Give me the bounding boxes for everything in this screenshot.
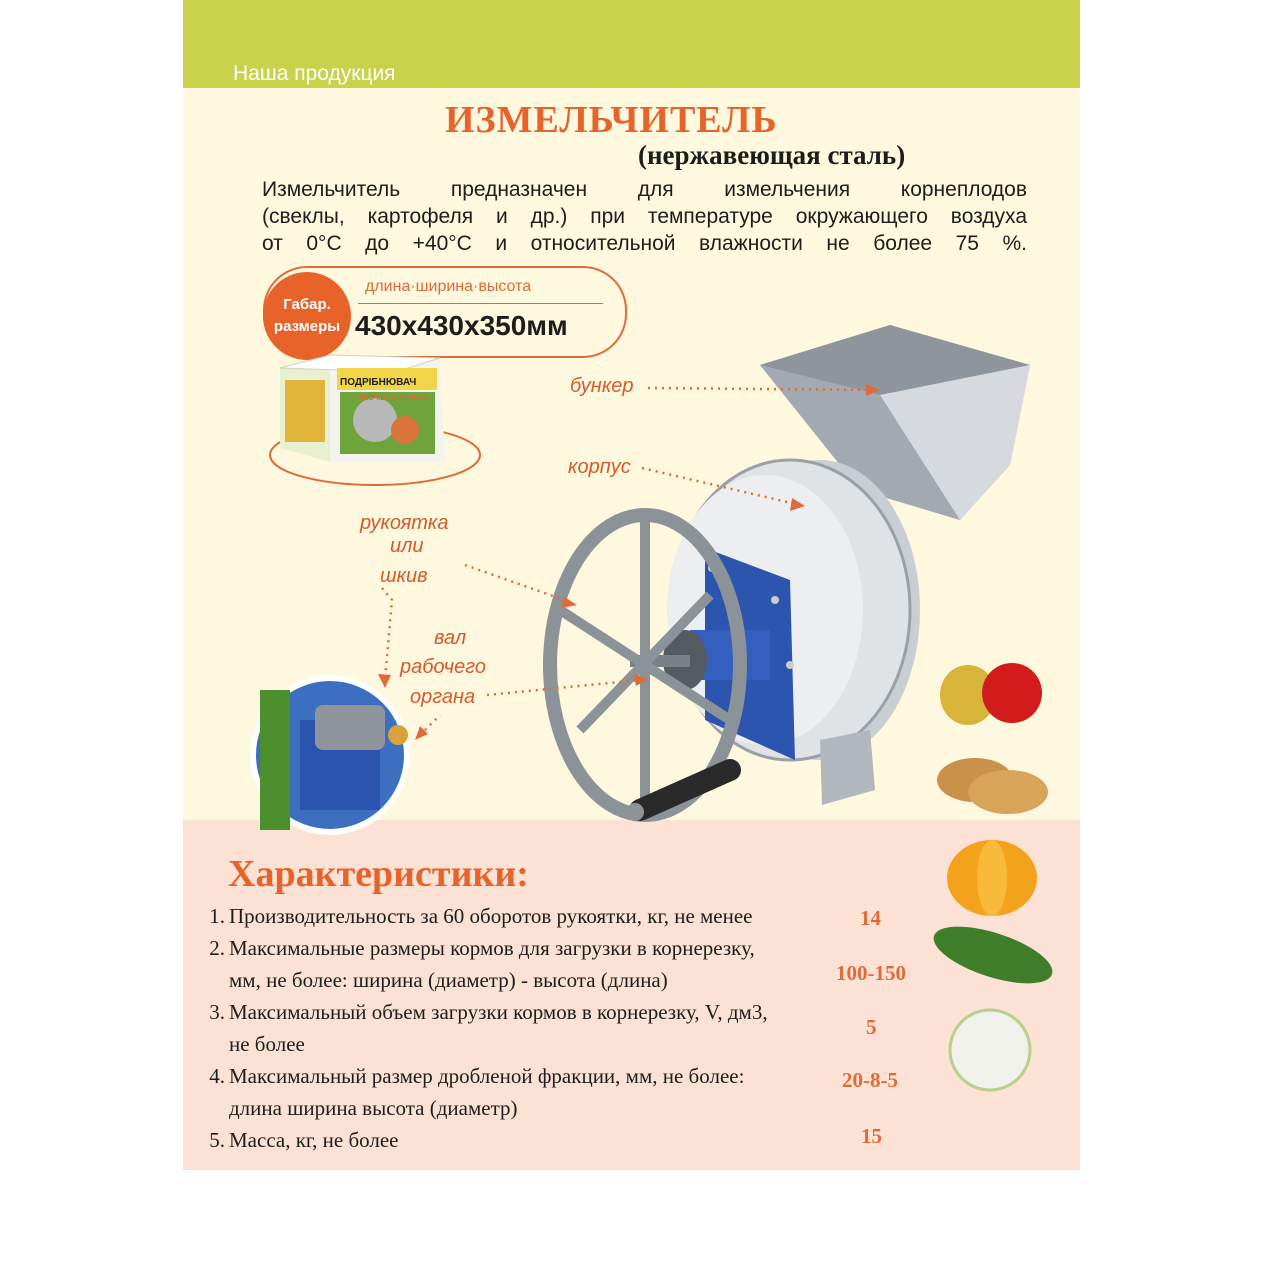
label-pulley: шкив [380, 565, 428, 587]
spec-item [203, 900, 823, 932]
label-shaft: вал [434, 627, 467, 649]
spec-number: 4. [209, 1064, 225, 1088]
dimensions-badge-line: Габар. [283, 296, 331, 313]
spec-text: не более [229, 1032, 305, 1056]
spec-value: 100-150 [836, 961, 906, 985]
dimensions-caption: длина·ширина·высота [365, 278, 532, 295]
spec-number: 1. [209, 904, 225, 928]
label-shaft-organ: органа [410, 686, 476, 708]
zucchini-icon [927, 915, 1059, 995]
package-box-image [270, 355, 480, 485]
dimensions-badge-line: размеры [273, 318, 341, 335]
spec-text: Масса, кг, не более [229, 1128, 399, 1152]
description-line: (свеклы, картофеля и др.) при температуре окружающего воздуха [262, 205, 1027, 228]
spec-item [203, 996, 823, 1060]
produce-icons [927, 663, 1059, 1090]
spec-text: Максимальные размеры кормов для загрузки в корнерезку, [229, 936, 755, 960]
spec-item [203, 1060, 823, 1124]
spec-number: 3. [209, 1000, 225, 1024]
turnip-icon [950, 1010, 1030, 1090]
package-brand-text: ПОДРІБНЮВАЧ [340, 377, 417, 388]
spec-number: 2. [209, 936, 225, 960]
label-hopper: бункер [570, 375, 634, 397]
label-handle-or: или [390, 535, 424, 557]
shredder-machine-image [550, 325, 1030, 821]
dimensions-value: 430х430х350мм [355, 310, 568, 341]
spec-text: мм, не более: ширина (диаметр) - высота (длина) [229, 968, 668, 992]
specs-title: Характеристики: [228, 853, 529, 895]
spec-value: 20-8-5 [842, 1068, 898, 1092]
spec-value: 15 [861, 1124, 882, 1148]
product-title: ИЗМЕЛЬЧИТЕЛЬ [445, 99, 778, 141]
spec-item [203, 932, 823, 996]
spec-value: 5 [866, 1015, 877, 1039]
description-line: от 0°С до +40°С и относительной влажности не более 75 %. [262, 232, 1027, 255]
section-label: Наша продукция [233, 62, 396, 85]
apple-icon [982, 663, 1042, 723]
label-handle: рукоятка [360, 512, 449, 534]
description-line: Измельчитель предназначен для измельчения корнеплодов [262, 178, 1027, 201]
spec-text: Максимальный размер дробленой фракции, мм, не более: [229, 1064, 745, 1088]
label-body: корпус [568, 456, 631, 478]
spec-text: длина ширина высота (диаметр) [229, 1096, 518, 1120]
spec-text: Производительность за 60 оборотов рукоятки, кг, не менее [229, 904, 753, 928]
spec-text: Максимальный объем загрузки кормов в корнерезку, V, дм3, [229, 1000, 768, 1024]
package-sub-text: ОВОЧІВ ТА ФРУКТІВ [358, 395, 430, 402]
shaft-detail-inset [253, 678, 408, 832]
spec-number: 5. [209, 1128, 225, 1152]
spec-value: 14 [860, 906, 881, 930]
label-shaft-working: рабочего [400, 656, 486, 678]
spec-item [203, 1124, 823, 1156]
product-subtitle: (нержавеющая сталь) [638, 140, 906, 170]
